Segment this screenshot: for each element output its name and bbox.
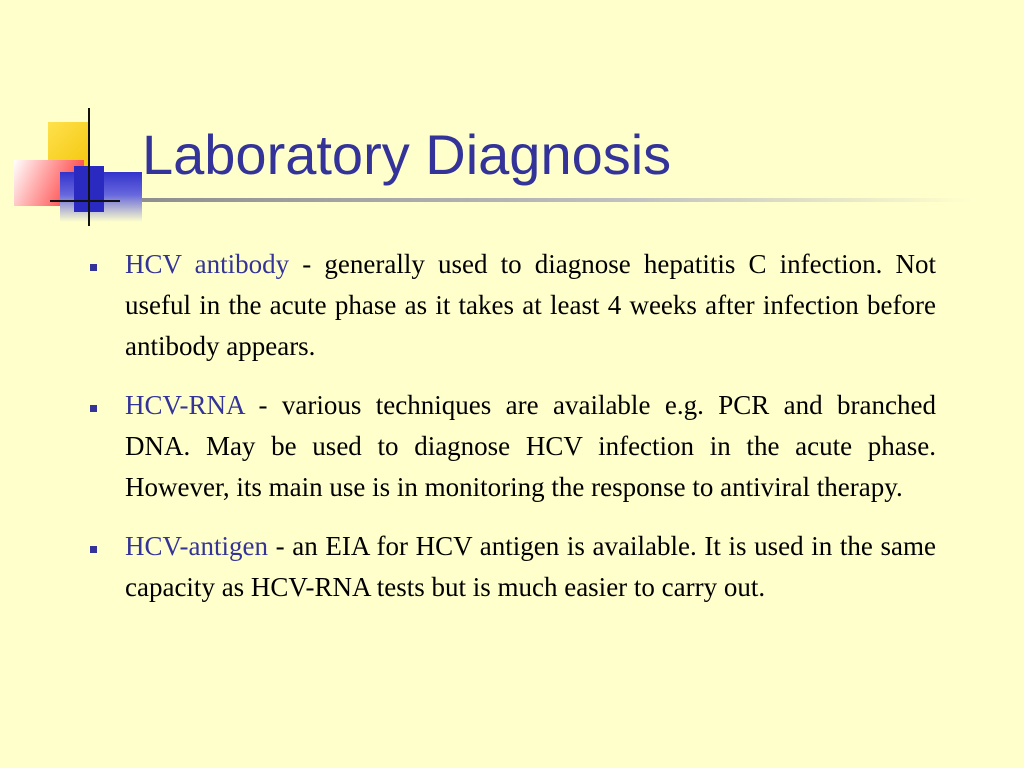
horizontal-line-shape — [50, 200, 120, 202]
bullet-text: - various techniques are available e.g. PCR and branched DNA. May be used to diagnose HCV infection in the acute phase. However, its main use is in monitoring the response to antiviral therapy. — [125, 390, 936, 502]
vertical-line-shape — [88, 108, 90, 226]
bullet-term: HCV-RNA — [125, 390, 245, 420]
square-bullet-icon — [90, 264, 97, 271]
bullet-term: HCV-antigen — [125, 531, 268, 561]
bullet-term: HCV antibody — [125, 249, 290, 279]
bullet-list — [88, 244, 936, 626]
bullet-text: - generally used to diagnose hepatitis C infection. Not useful in the acute phase as it takes at least 4 weeks after infection before antibody appears. — [125, 249, 937, 361]
colored-squares-logo-icon — [10, 104, 150, 228]
square-bullet-icon — [90, 546, 97, 553]
square-bullet-icon — [90, 405, 97, 412]
bullet-item-hcv-rna — [88, 385, 936, 508]
bullet-item-hcv-antigen — [88, 526, 936, 608]
slide-title: Laboratory Diagnosis — [142, 123, 672, 186]
title-underline-rule — [142, 198, 972, 202]
bullet-text: - an EIA for HCV antigen is available. It is used in the same capacity as HCV-RNA tests but is much easier to carry out. — [125, 531, 936, 602]
bullet-item-hcv-antibody — [88, 244, 936, 367]
